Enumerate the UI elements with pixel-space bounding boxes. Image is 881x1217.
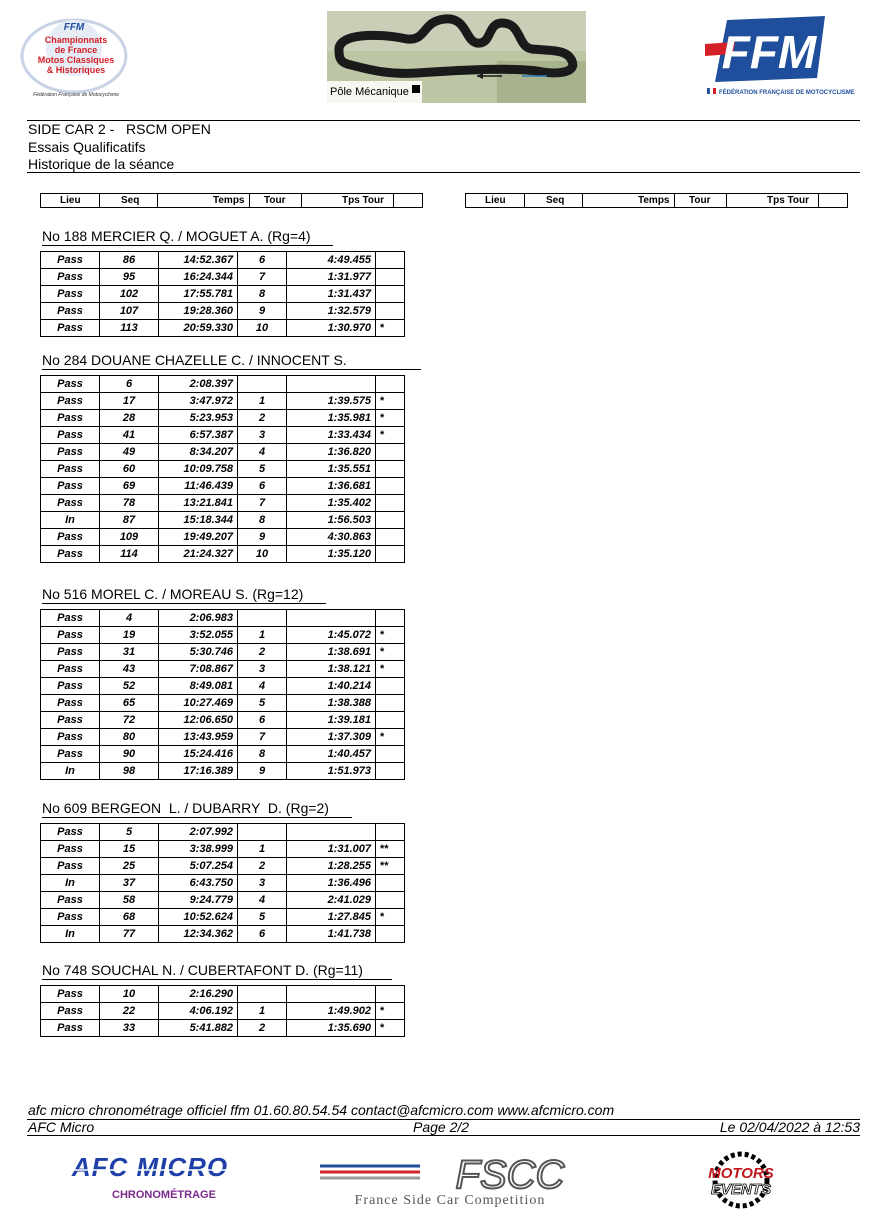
cell-tour	[238, 610, 287, 627]
cell-lieu: Pass	[41, 695, 100, 712]
cell-seq: 41	[100, 427, 159, 444]
lap-table	[40, 375, 405, 563]
cell-best: *	[376, 393, 405, 410]
cell-seq: 77	[100, 926, 159, 943]
lap-row	[41, 1003, 405, 1020]
cell-seq: 65	[100, 695, 159, 712]
cell-temps: 11:46.439	[159, 478, 238, 495]
lap-row	[41, 393, 405, 410]
lap-table	[40, 985, 405, 1037]
cell-seq: 69	[100, 478, 159, 495]
cell-best: *	[376, 1020, 405, 1037]
lap-row	[41, 824, 405, 841]
cell-seq: 78	[100, 495, 159, 512]
cell-temps: 3:47.972	[159, 393, 238, 410]
cell-lieu: Pass	[41, 712, 100, 729]
cell-best	[376, 695, 405, 712]
cell-tour: 2	[238, 644, 287, 661]
cell-best: *	[376, 661, 405, 678]
cell-best	[376, 824, 405, 841]
svg-text:MOTORS: MOTORS	[708, 1165, 774, 1182]
cell-temps: 17:16.389	[159, 763, 238, 780]
ffm-federation-logo	[705, 14, 855, 102]
cell-tps: 1:33.434	[287, 427, 376, 444]
cell-best	[376, 495, 405, 512]
cell-best	[376, 269, 405, 286]
cell-temps: 19:49.207	[159, 529, 238, 546]
cell-tps: 1:31.437	[287, 286, 376, 303]
cell-best	[376, 529, 405, 546]
svg-text:Championnats: Championnats	[44, 35, 108, 45]
cell-best	[376, 610, 405, 627]
cell-lieu: Pass	[41, 546, 100, 563]
cell-lieu: Pass	[41, 1020, 100, 1037]
cell-temps: 9:24.779	[159, 892, 238, 909]
cell-temps: 14:52.367	[159, 252, 238, 269]
cell-tps: 1:36.820	[287, 444, 376, 461]
col-temps: Temps	[213, 195, 245, 206]
lap-row	[41, 512, 405, 529]
cell-temps: 2:06.983	[159, 610, 238, 627]
cell-temps: 3:38.999	[159, 841, 238, 858]
cell-temps: 7:08.867	[159, 661, 238, 678]
cell-seq: 49	[100, 444, 159, 461]
cell-tps: 1:31.007	[287, 841, 376, 858]
cell-seq: 58	[100, 892, 159, 909]
svg-text:France Side Car Competition: France Side Car Competition	[354, 1193, 546, 1208]
cell-lieu: Pass	[41, 320, 100, 337]
col-tps-tour: Tps Tour	[342, 195, 385, 206]
cell-tour: 3	[238, 661, 287, 678]
cell-tps	[287, 610, 376, 627]
cell-lieu: Pass	[41, 841, 100, 858]
lap-row	[41, 841, 405, 858]
cell-seq: 5	[100, 824, 159, 841]
cell-temps: 5:30.746	[159, 644, 238, 661]
cell-best: *	[376, 427, 405, 444]
cell-lieu: Pass	[41, 909, 100, 926]
cell-best: *	[376, 320, 405, 337]
cell-tour: 10	[238, 546, 287, 563]
cell-tour: 1	[238, 841, 287, 858]
cell-seq: 102	[100, 286, 159, 303]
cell-temps: 16:24.344	[159, 269, 238, 286]
cell-best: **	[376, 858, 405, 875]
cell-best	[376, 512, 405, 529]
lap-row	[41, 858, 405, 875]
lap-row	[41, 269, 405, 286]
cell-lieu: In	[41, 763, 100, 780]
cell-tour: 10	[238, 320, 287, 337]
cell-temps: 8:49.081	[159, 678, 238, 695]
cell-tour: 7	[238, 495, 287, 512]
cell-lieu: In	[41, 512, 100, 529]
cell-tour: 5	[238, 695, 287, 712]
cell-lieu: Pass	[41, 661, 100, 678]
cell-best	[376, 926, 405, 943]
lap-row	[41, 546, 405, 563]
svg-text:FSCC: FSCC	[455, 1153, 565, 1197]
cell-seq: 86	[100, 252, 159, 269]
svg-text:de France: de France	[54, 45, 98, 55]
cell-seq: 22	[100, 1003, 159, 1020]
cell-seq: 72	[100, 712, 159, 729]
cell-temps: 10:09.758	[159, 461, 238, 478]
footer-contact-info: afc micro chronométrage officiel ffm 01.60.80.54.54 contact@afcmicro.com www.afcmicro.com	[28, 1102, 615, 1118]
cell-lieu: Pass	[41, 269, 100, 286]
cell-tour	[238, 824, 287, 841]
cell-temps: 12:34.362	[159, 926, 238, 943]
cell-best	[376, 478, 405, 495]
lap-row	[41, 495, 405, 512]
lap-row	[41, 875, 405, 892]
lap-row	[41, 661, 405, 678]
lap-table	[40, 609, 405, 780]
cell-lieu: Pass	[41, 678, 100, 695]
lap-row	[41, 303, 405, 320]
cell-tps: 1:41.738	[287, 926, 376, 943]
svg-text:FÉDÉRATION FRANÇAISE DE MOTOCY: FÉDÉRATION FRANÇAISE DE MOTOCYCLISME	[719, 90, 855, 96]
cell-tour: 8	[238, 512, 287, 529]
cell-best: *	[376, 909, 405, 926]
cell-temps: 2:07.992	[159, 824, 238, 841]
cell-tour: 2	[238, 410, 287, 427]
lap-row	[41, 376, 405, 393]
cell-tour: 1	[238, 393, 287, 410]
svg-text:Fédération Française de Motocy: Fédération Française de Motocyclisme	[33, 92, 119, 98]
cell-seq: 4	[100, 610, 159, 627]
cell-seq: 43	[100, 661, 159, 678]
cell-tps: 1:38.121	[287, 661, 376, 678]
cell-temps: 12:06.650	[159, 712, 238, 729]
cell-lieu: In	[41, 926, 100, 943]
cell-tour: 6	[238, 478, 287, 495]
cell-best	[376, 252, 405, 269]
footer-date: Le 02/04/2022 à 12:53	[719, 1119, 860, 1135]
cell-seq: 113	[100, 320, 159, 337]
lap-table	[40, 823, 405, 943]
afc-micro-logo	[60, 1150, 240, 1206]
svg-text:& Historiques: & Historiques	[46, 65, 106, 75]
cell-best	[376, 303, 405, 320]
cell-lieu: Pass	[41, 892, 100, 909]
lap-table	[40, 251, 405, 337]
lap-row	[41, 926, 405, 943]
cell-tps: 1:38.691	[287, 644, 376, 661]
column-header-right: Lieu Seq Temps Tour Tps Tour	[465, 193, 848, 208]
cell-best: *	[376, 627, 405, 644]
cell-tps	[287, 986, 376, 1003]
cell-best	[376, 712, 405, 729]
motors-events-logo	[686, 1150, 796, 1210]
cell-tps	[287, 376, 376, 393]
cell-best: *	[376, 644, 405, 661]
cell-tour: 5	[238, 461, 287, 478]
cell-tps: 4:30.863	[287, 529, 376, 546]
cell-lieu: Pass	[41, 393, 100, 410]
competitor-name: No 516 MOREL C. / MOREAU S. (Rg=12)	[42, 586, 326, 604]
col-seq: Seq	[121, 195, 140, 206]
lap-row	[41, 695, 405, 712]
cell-lieu: Pass	[41, 858, 100, 875]
cell-lieu: Pass	[41, 729, 100, 746]
cell-seq: 109	[100, 529, 159, 546]
cell-best	[376, 875, 405, 892]
cell-lieu: Pass	[41, 1003, 100, 1020]
cell-tps: 1:35.690	[287, 1020, 376, 1037]
cell-tour: 9	[238, 763, 287, 780]
cell-best	[376, 892, 405, 909]
cell-tour: 1	[238, 1003, 287, 1020]
cell-seq: 6	[100, 376, 159, 393]
cell-tps: 1:39.181	[287, 712, 376, 729]
cell-tour: 4	[238, 444, 287, 461]
lap-row	[41, 427, 405, 444]
cell-lieu: Pass	[41, 644, 100, 661]
cell-lieu: Pass	[41, 461, 100, 478]
title-bottom-rule	[27, 172, 860, 173]
cell-temps: 3:52.055	[159, 627, 238, 644]
cell-tps: 1:35.981	[287, 410, 376, 427]
cell-temps: 10:52.624	[159, 909, 238, 926]
cell-lieu: In	[41, 875, 100, 892]
cell-lieu: Pass	[41, 252, 100, 269]
cell-seq: 28	[100, 410, 159, 427]
cell-best	[376, 546, 405, 563]
cell-lieu: Pass	[41, 610, 100, 627]
cell-seq: 19	[100, 627, 159, 644]
lap-row	[41, 712, 405, 729]
cell-seq: 68	[100, 909, 159, 926]
ffm-championship-logo	[18, 12, 134, 100]
cell-tour: 9	[238, 303, 287, 320]
cell-tour: 8	[238, 746, 287, 763]
cell-tps: 1:49.902	[287, 1003, 376, 1020]
cell-seq: 114	[100, 546, 159, 563]
pole-mecanique-brand: Pôle Mécanique	[330, 86, 409, 98]
cell-best: *	[376, 410, 405, 427]
cell-lieu: Pass	[41, 376, 100, 393]
cell-best: *	[376, 1003, 405, 1020]
cell-seq: 60	[100, 461, 159, 478]
cell-best	[376, 746, 405, 763]
cell-tps: 1:40.214	[287, 678, 376, 695]
cell-temps: 5:07.254	[159, 858, 238, 875]
cell-lieu: Pass	[41, 824, 100, 841]
cell-tps: 1:31.977	[287, 269, 376, 286]
cell-seq: 52	[100, 678, 159, 695]
cell-best	[376, 678, 405, 695]
cell-tour: 2	[238, 858, 287, 875]
lap-row	[41, 410, 405, 427]
cell-tour: 7	[238, 269, 287, 286]
lap-row	[41, 252, 405, 269]
cell-lieu: Pass	[41, 746, 100, 763]
cell-lieu: Pass	[41, 410, 100, 427]
cell-tour: 2	[238, 1020, 287, 1037]
svg-text:EVENTS: EVENTS	[710, 1181, 772, 1198]
cell-tour: 9	[238, 529, 287, 546]
page-number: Page 2/2	[413, 1119, 470, 1135]
cell-lieu: Pass	[41, 427, 100, 444]
cell-lieu: Pass	[41, 303, 100, 320]
lap-row	[41, 763, 405, 780]
cell-tps: 2:41.029	[287, 892, 376, 909]
cell-best: **	[376, 841, 405, 858]
cell-temps: 21:24.327	[159, 546, 238, 563]
cell-tps: 1:36.681	[287, 478, 376, 495]
col-tour: Tour	[264, 195, 286, 206]
fscc-logo	[310, 1150, 610, 1210]
cell-tps: 1:38.388	[287, 695, 376, 712]
cell-lieu: Pass	[41, 286, 100, 303]
cell-tour: 3	[238, 875, 287, 892]
cell-tps: 1:37.309	[287, 729, 376, 746]
race-title: SIDE CAR 2 - RSCM OPEN	[28, 121, 211, 137]
lap-row	[41, 529, 405, 546]
ffm-mark: FFM	[63, 22, 85, 33]
lap-row	[41, 1020, 405, 1037]
svg-text:AFC MICRO: AFC MICRO	[71, 1152, 229, 1182]
cell-best	[376, 286, 405, 303]
lap-row	[41, 627, 405, 644]
competitor-name: No 609 BERGEON L. / DUBARRY D. (Rg=2)	[42, 800, 352, 818]
cell-temps: 15:24.416	[159, 746, 238, 763]
cell-best	[376, 376, 405, 393]
cell-tour: 4	[238, 678, 287, 695]
lap-row	[41, 678, 405, 695]
report-title: Historique de la séance	[28, 156, 175, 172]
cell-tour: 4	[238, 892, 287, 909]
footer-company: AFC Micro	[28, 1119, 95, 1135]
lap-row	[41, 286, 405, 303]
cell-seq: 98	[100, 763, 159, 780]
cell-temps: 17:55.781	[159, 286, 238, 303]
cell-tour: 5	[238, 909, 287, 926]
cell-tps: 1:39.575	[287, 393, 376, 410]
cell-temps: 8:34.207	[159, 444, 238, 461]
cell-tour: 3	[238, 427, 287, 444]
footer-bottom-rule	[27, 1135, 860, 1136]
cell-temps: 19:28.360	[159, 303, 238, 320]
cell-tps: 1:35.120	[287, 546, 376, 563]
cell-seq: 37	[100, 875, 159, 892]
cell-temps: 6:57.387	[159, 427, 238, 444]
cell-temps: 20:59.330	[159, 320, 238, 337]
cell-tps: 1:28.255	[287, 858, 376, 875]
lap-row	[41, 320, 405, 337]
cell-tour	[238, 986, 287, 1003]
competitor-name: No 748 SOUCHAL N. / CUBERTAFONT D. (Rg=11)	[42, 962, 392, 980]
cell-tps: 1:35.551	[287, 461, 376, 478]
cell-tps: 1:36.496	[287, 875, 376, 892]
cell-tps: 1:30.970	[287, 320, 376, 337]
cell-temps: 4:06.192	[159, 1003, 238, 1020]
lap-row	[41, 909, 405, 926]
cell-seq: 107	[100, 303, 159, 320]
session-title: Essais Qualificatifs	[28, 139, 146, 155]
cell-seq: 25	[100, 858, 159, 875]
lap-row	[41, 610, 405, 627]
cell-temps: 13:21.841	[159, 495, 238, 512]
cell-tps: 1:35.402	[287, 495, 376, 512]
cell-seq: 90	[100, 746, 159, 763]
cell-best	[376, 986, 405, 1003]
cell-tour: 6	[238, 712, 287, 729]
cell-temps: 5:23.953	[159, 410, 238, 427]
cell-tour: 8	[238, 286, 287, 303]
cell-seq: 95	[100, 269, 159, 286]
cell-temps: 5:41.882	[159, 1020, 238, 1037]
cell-lieu: Pass	[41, 986, 100, 1003]
cell-tour: 7	[238, 729, 287, 746]
column-header-left	[40, 193, 423, 208]
cell-best: *	[376, 729, 405, 746]
cell-temps: 10:27.469	[159, 695, 238, 712]
cell-seq: 80	[100, 729, 159, 746]
cell-best	[376, 461, 405, 478]
lap-row	[41, 478, 405, 495]
competitor-name: No 284 DOUANE CHAZELLE C. / INNOCENT S.	[42, 352, 421, 370]
cell-seq: 15	[100, 841, 159, 858]
svg-text:CHRONOMÉTRAGE: CHRONOMÉTRAGE	[112, 1189, 216, 1201]
cell-seq: 33	[100, 1020, 159, 1037]
circuit-track-logo	[327, 11, 586, 103]
cell-tour	[238, 376, 287, 393]
cell-lieu: Pass	[41, 478, 100, 495]
cell-tour: 6	[238, 252, 287, 269]
cell-tps: 1:45.072	[287, 627, 376, 644]
cell-tps: 1:56.503	[287, 512, 376, 529]
cell-tps: 1:27.845	[287, 909, 376, 926]
cell-seq: 17	[100, 393, 159, 410]
cell-seq: 87	[100, 512, 159, 529]
cell-tour: 1	[238, 627, 287, 644]
col-lieu: Lieu	[60, 195, 81, 206]
cell-best	[376, 763, 405, 780]
competitor-name: No 188 MERCIER Q. / MOGUET A. (Rg=4)	[42, 228, 333, 246]
ffm-logo-text: FFM	[721, 26, 817, 78]
lap-row	[41, 461, 405, 478]
lap-row	[41, 729, 405, 746]
cell-lieu: Pass	[41, 627, 100, 644]
cell-temps: 13:43.959	[159, 729, 238, 746]
cell-temps: 6:43.750	[159, 875, 238, 892]
lap-row	[41, 644, 405, 661]
cell-seq: 10	[100, 986, 159, 1003]
lap-row	[41, 746, 405, 763]
cell-lieu: Pass	[41, 444, 100, 461]
lap-row	[41, 444, 405, 461]
cell-best	[376, 444, 405, 461]
cell-temps: 2:08.397	[159, 376, 238, 393]
svg-text:Motos Classiques: Motos Classiques	[37, 55, 115, 65]
cell-temps: 2:16.290	[159, 986, 238, 1003]
cell-tps: 1:51.973	[287, 763, 376, 780]
lap-row	[41, 892, 405, 909]
cell-tps	[287, 824, 376, 841]
cell-tps: 1:32.579	[287, 303, 376, 320]
lap-row	[41, 986, 405, 1003]
cell-tour: 6	[238, 926, 287, 943]
cell-temps: 15:18.344	[159, 512, 238, 529]
cell-tps: 1:40.457	[287, 746, 376, 763]
cell-lieu: Pass	[41, 495, 100, 512]
cell-tps: 4:49.455	[287, 252, 376, 269]
cell-seq: 31	[100, 644, 159, 661]
cell-lieu: Pass	[41, 529, 100, 546]
